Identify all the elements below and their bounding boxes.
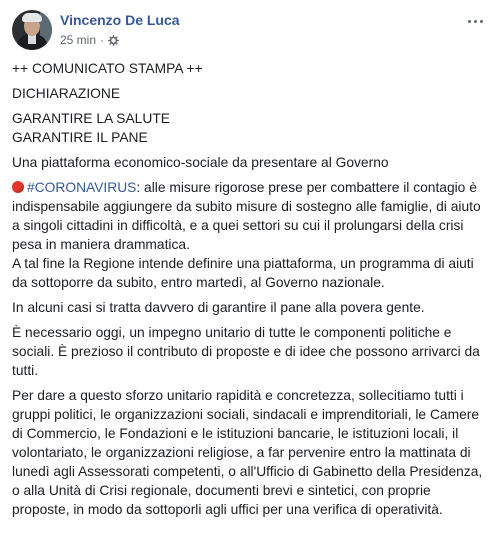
slogan-line-1: GARANTIRE LA SALUTE bbox=[12, 111, 170, 126]
more-options-icon[interactable] bbox=[465, 14, 485, 28]
timestamp[interactable]: 25 min bbox=[60, 33, 97, 47]
declaration-heading: DICHIARAZIONE bbox=[12, 86, 121, 101]
privacy-gear-icon[interactable] bbox=[108, 35, 119, 46]
paragraph-4: Per dare a questo sforzo unitario rapidità e concretezza, sollecitiamo tutti i gruppi politici, le organizzazioni sociali, sindacali e imprenditoriali, le Camere di Commercio, le Fondazioni e le istituzioni bancarie, le istituzioni locali, il volontariato, le organizzazioni religiose, a far pervenire entro la mattinata di lunedì agli Assessorati competenti, o all'Ufficio di Gabinetto della Presidenza, o alla Unità di Crisi regionale, documenti brevi e sintetici, con proprie proposte, in modo da sottoporli agli uffici per una verifica di operatività. bbox=[12, 388, 483, 517]
post-body bbox=[12, 59, 490, 525]
avatar[interactable] bbox=[12, 10, 52, 50]
paragraph-2: In alcuni casi si tratta davvero di garantire il pane alla povera gente. bbox=[12, 300, 425, 315]
slogan-line-2: GARANTIRE IL PANE bbox=[12, 130, 148, 145]
paragraph-3: È necessario oggi, un impegno unitario di tutte le componenti politiche e sociali. È prezioso il contributo di proposte e di idee che possono arrivarci da tutti. bbox=[12, 325, 480, 378]
press-release-heading: ++ COMUNICATO STAMPA ++ bbox=[12, 61, 203, 76]
paragraph-1 bbox=[12, 178, 490, 292]
meta-separator: · bbox=[100, 33, 105, 47]
subtitle: Una piattaforma economico-sociale da presentare al Governo bbox=[12, 155, 389, 170]
slogan bbox=[12, 109, 490, 147]
post-meta bbox=[60, 33, 119, 47]
post-header bbox=[12, 10, 485, 54]
paragraph-1-text: : alle misure rigorose prese per combattere il contagio è indispensabile aggiungere da subito misure di sostegno alle famiglie, di aiuto a singoli cittadini in difficoltà, e a quei settori su cui il prolungarsi della crisi pesa in maniera drammatica. bbox=[12, 180, 481, 252]
author-name[interactable]: Vincenzo De Luca bbox=[60, 12, 180, 28]
hashtag-link[interactable]: #CORONAVIRUS bbox=[27, 180, 137, 195]
red-circle-icon bbox=[12, 181, 24, 193]
paragraph-1-second: A tal fine la Regione intende definire una piattaforma, un programma di aiuti da sottoporre da subito, entro martedì, al Governo nazionale. bbox=[12, 256, 474, 290]
